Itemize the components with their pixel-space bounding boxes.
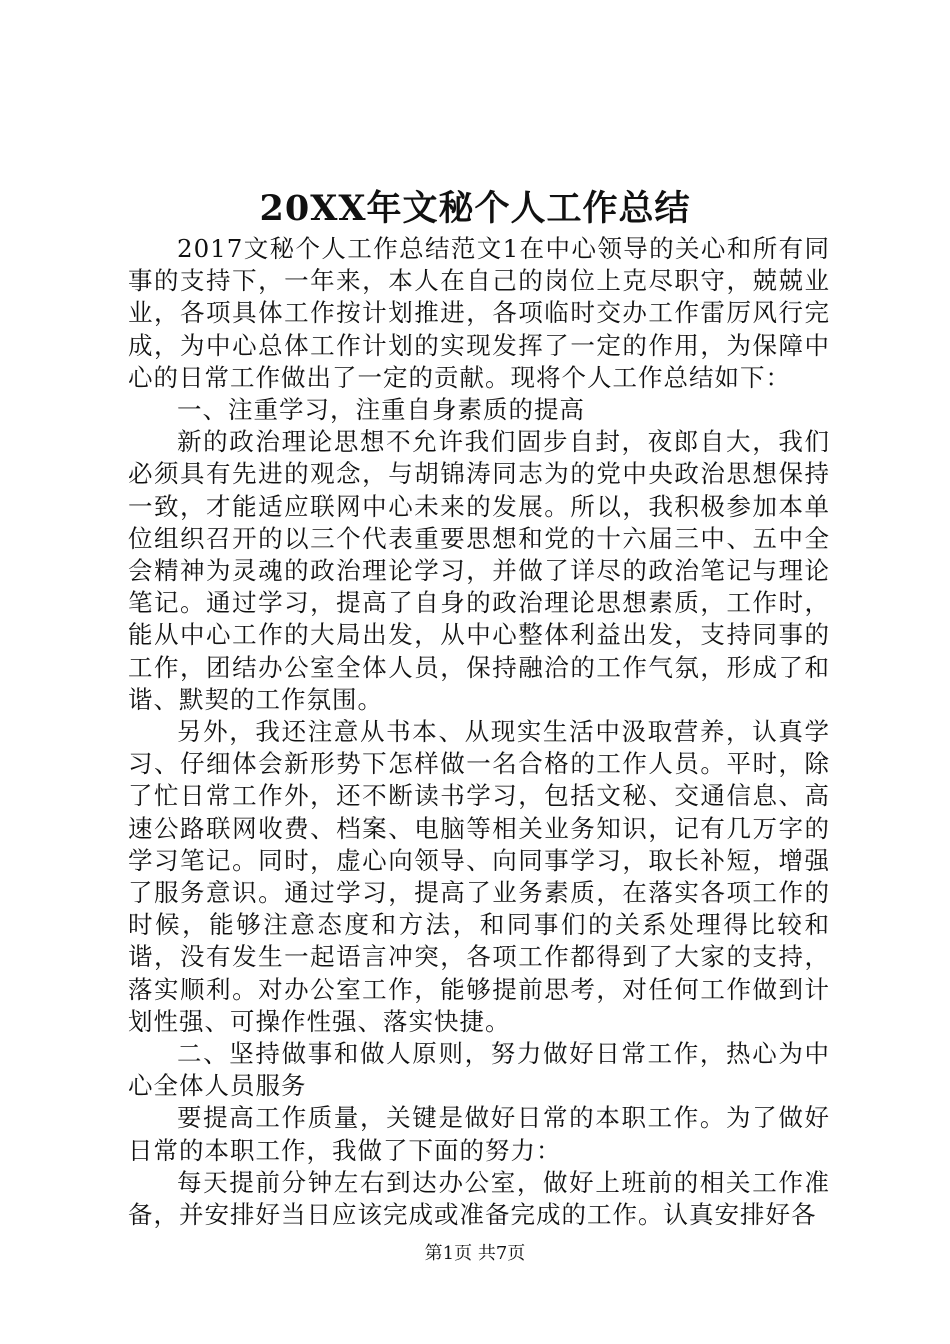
page-footer: 第1页 共7页 [424, 1243, 526, 1264]
paragraph-intro: 2017文秘个人工作总结范文1在中心领导的关心和所有同事的支持下，一年来，本人在自己的岗位上克尽职守，兢兢业业，各项具体工作按计划推进，各项临时交办工作雷厉风行完成，为中心总体工作计划的实现发挥了一定的作用，为保障中心的日常工作做出了一定的贡献。现将个人工作总结如下： [128, 234, 830, 392]
section-heading-1: 一、注重学习，注重自身素质的提高 [177, 395, 585, 425]
document-body [128, 233, 830, 1231]
section-heading-2: 二、坚持做事和做人原则，努力做好日常工作，热心为中心全体人员服务 [128, 1039, 830, 1101]
document-title: 20XX年文秘个人工作总结 [259, 188, 691, 229]
paragraph-daily-routine: 每天提前分钟左右到达办公室，做好上班前的相关工作准备，并安排好当日应该完成或准备完成的工作。认真安排好各 [128, 1167, 830, 1230]
paragraph-study: 新的政治理论思想不允许我们固步自封，夜郎自大，我们必须具有先进的观念，与胡锦涛同志为的党中央政治思想保持一致，才能适应联网中心未来的发展。所以，我积极参加本单位组织召开的以三个代表重要思想和党的十六届三中、五中全会精神为灵魂的政治理论学习，并做了详尽的政治笔记与理论笔记。通过学习，提高了自身的政治理论思想素质，工作时，能从中心工作的大局出发，从中心整体利益出发，支持同事的工作，团结办公室全体人员，保持融洽的工作气氛，形成了和谐、默契的工作氛围。 [128, 427, 830, 714]
paragraph-work-quality: 要提高工作质量，关键是做好日常的本职工作。为了做好日常的本职工作，我做了下面的努力： [128, 1103, 830, 1165]
paragraph-additionally: 另外，我还注意从书本、从现实生活中汲取营养，认真学习、仔细体会新形势下怎样做一名合格的工作人员。平时，除了忙日常工作外，还不断读书学习，包括文秘、交通信息、高速公路联网收费、档案、电脑等相关业务知识，记有几万字的学习笔记。同时，虚心向领导、向同事学习，取长补短，增强了服务意识。通过学习，提高了业务素质，在落实各项工作的时候，能够注意态度和方法，和同事们的关系处理得比较和谐，没有发生一起语言冲突，各项工作都得到了大家的支持，落实顺利。对办公室工作，能够提前思考，对任何工作做到计划性强、可操作性强、落实快捷。 [128, 717, 830, 1036]
